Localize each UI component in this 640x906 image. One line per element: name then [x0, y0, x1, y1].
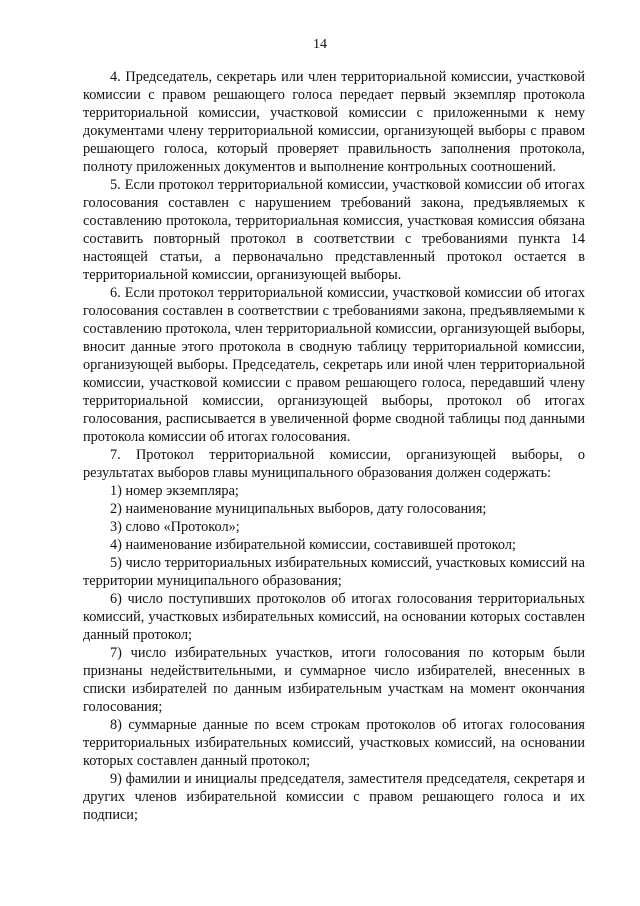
- paragraph-item-5: 5. Если протокол территориальной комиссии, участковой комиссии об итогах голосования составлен с нарушением требований закона, предъявляемых к составлению протокола, территориальная комиссия, участковая комиссия обязана составить повторный протокол в соответствии с требованиями пункта 14 настоящей статьи, а первоначально представленный протокол остается в территориальной комиссии, организующей выборы.: [83, 177, 585, 283]
- list-item-7: 7) число избирательных участков, итоги голосования по которым были признаны недействительными, и суммарное число избирателей, внесенных в списки избирателей по данным избирательным участкам на момент окончания голосования;: [83, 645, 585, 715]
- paragraph-item-6: 6. Если протокол территориальной комиссии, участковой комиссии об итогах голосования составлен в соответствии с требованиями закона, предъявляемыми к составлению протокола, член территориальной комиссии, организующей выборы, вносит данные этого протокола в сводную таблицу территориальной комиссии, организующей выборы. Председатель, секретарь или иной член территориальной комиссии, участковой комиссии с правом решающего голоса, передавший члену территориальной комиссии, организующей выборы, протокол об итогах голосования, расписывается в увеличенной форме сводной таблицы под данными протокола комиссии об итогах голосования.: [83, 285, 585, 445]
- list-item-4: 4) наименование избирательной комиссии, составившей протокол;: [110, 537, 516, 553]
- list-item-2: 2) наименование муниципальных выборов, дату голосования;: [110, 501, 487, 517]
- list-item-9: 9) фамилии и инициалы председателя, заместителя председателя, секретаря и других членов избирательной комиссии с правом решающего голоса и их подписи;: [83, 771, 585, 823]
- paragraph-item-7: 7. Протокол территориальной комиссии, организующей выборы, о результатах выборов главы муниципального образования должен содержать:: [83, 447, 585, 481]
- page-number: 14: [313, 37, 327, 52]
- list-item-3: 3) слово «Протокол»;: [110, 519, 240, 535]
- list-item-6: 6) число поступивших протоколов об итогах голосования территориальных комиссий, участковых избирательных комиссий, на основании которых составлен данный протокол;: [83, 591, 585, 643]
- page-body: [83, 68, 585, 824]
- list-item-8: 8) суммарные данные по всем строкам протоколов об итогах голосования территориальных избирательных комиссий, участковых комиссий, на основании которых составлен данный протокол;: [83, 717, 585, 769]
- paragraph-item-4: 4. Председатель, секретарь или член территориальной комиссии, участковой комиссии с правом решающего голоса передает первый экземпляр протокола территориальной комиссии, участковой комиссии с приложенными к нему документами члену территориальной комиссии, организующей выборы с правом решающего голоса, который проверяет правильность заполнения протокола, полноту приложенных документов и выполнение контрольных соотношений.: [83, 69, 585, 175]
- list-item-1: 1) номер экземпляра;: [110, 483, 239, 499]
- list-item-5: 5) число территориальных избирательных комиссий, участковых комиссий на территории муниципального образования;: [83, 555, 585, 589]
